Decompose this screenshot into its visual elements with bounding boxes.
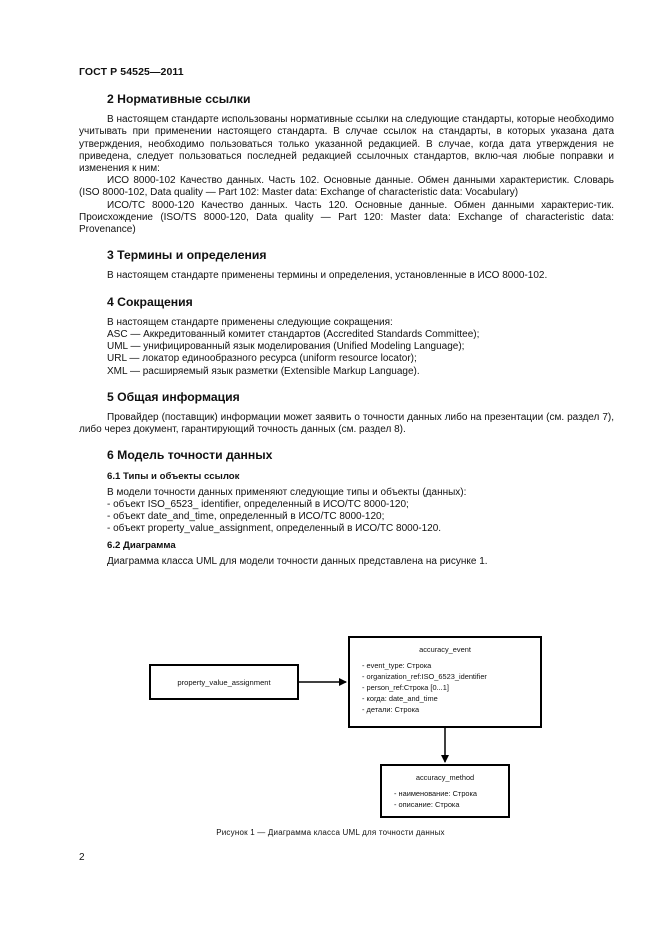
section-2-heading: 2 Нормативные ссылки — [107, 92, 251, 106]
section-6-heading: 6 Модель точности данных — [107, 448, 273, 463]
class-accuracy-method — [380, 764, 510, 818]
type-item: - объект date_and_time, определенный в ИСО/ТС 8000-120; — [107, 511, 385, 523]
class-attribute: - person_ref:Строка [0...1] — [362, 683, 449, 692]
class-name: accuracy_method — [415, 773, 475, 782]
section-3-paragraph: В настоящем стандарте применены термины и определения, установленные в ИСО 8000-102. — [107, 270, 548, 282]
class-attribute: - детали: Строка — [362, 705, 420, 714]
class-accuracy-event — [348, 636, 542, 728]
class-attributes — [382, 788, 508, 810]
class-attribute: - event_type: Строка — [362, 661, 432, 670]
abbreviation-item: UML — унифицированный язык моделирования (Unified Modeling Language); — [107, 341, 465, 353]
class-attribute: - organization_ref:ISO_6523_identifier — [362, 672, 487, 681]
class-name: property_value_assignment — [177, 677, 271, 687]
section-2-paragraph-1: В настоящем стандарте использованы нормативные ссылки на следующие стандарты, которые необходимо учитывать при применении настоящего стандарта. В случае ссылок на стандарты, в которых указана дата утверждения, необходимо пользоваться только указанной редакцией. В случае, когда дата утверждения не приведена, следует пользоваться последней редакцией ссылочных стандартов, вклю-чая любые поправки и изменения к ним: — [79, 114, 614, 175]
uml-class-diagram — [140, 636, 540, 826]
abbreviation-item: XML — расширяемый язык разметки (Extensible Markup Language). — [107, 365, 420, 377]
document-body — [79, 93, 614, 568]
subsection-6-2-heading: 6.2 Диаграмма — [107, 539, 176, 551]
figure-caption: Рисунок 1 — Диаграмма класса UML для точности данных — [216, 828, 445, 837]
section-4-heading: 4 Сокращения — [107, 294, 193, 309]
class-property-value-assignment — [149, 664, 299, 700]
section-2-reference-2: ИСО/ТС 8000-120 Качество данных. Часть 120. Основные данные. Обмен данными характерис-тик. Происхождение (ISO/TS 8000-120, Data quality — Part 120: Master data: Exchange of characteristic data: Provenance) — [79, 199, 614, 236]
page-number: 2 — [79, 852, 85, 863]
document-code: ГОСТ Р 54525—2011 — [79, 66, 184, 78]
type-item: - объект ISO_6523_ identifier, определенный в ИСО/ТС 8000-120; — [107, 499, 409, 511]
abbreviation-item: ASC — Аккредитованный комитет стандартов (Accredited Standards Committee); — [107, 329, 480, 341]
class-attribute: - когда: date_and_time — [362, 694, 438, 703]
abbreviation-item: URL — локатор единообразного ресурса (uniform resource locator); — [107, 353, 417, 365]
section-4-intro: В настоящем стандарте применены следующие сокращения: — [107, 316, 393, 328]
class-attribute: - описание: Строка — [394, 800, 460, 809]
subsection-6-1-intro: В модели точности данных применяют следующие типы и объекты (данных): — [107, 486, 467, 498]
class-attributes — [350, 660, 540, 715]
section-3-heading: 3 Термины и определения — [107, 248, 267, 263]
section-2-reference-1: ИСО 8000-102 Качество данных. Часть 102. Основные данные. Обмен данными характеристик. Словарь (ISO 8000-102, Data quality — Part 102: Master data: Exchange of characteristic data: Vocabulary) — [79, 175, 614, 199]
class-name: accuracy_event — [419, 645, 471, 654]
section-5-heading: 5 Общая информация — [107, 389, 240, 404]
subsection-6-2-paragraph: Диаграмма класса UML для модели точности данных представлена на рисунке 1. — [107, 555, 488, 567]
type-item: - объект property_value_assignment, определенный в ИСО/ТС 8000-120. — [107, 523, 442, 535]
section-5-paragraph: Провайдер (поставщик) информации может заявить о точности данных либо на презентации (см. раздел 7), либо через документ, гарантирующий точность данных (см. раздел 8). — [79, 412, 614, 436]
subsection-6-1-heading: 6.1 Типы и объекты ссылок — [107, 470, 240, 482]
class-attribute: - наименование: Строка — [394, 789, 478, 798]
